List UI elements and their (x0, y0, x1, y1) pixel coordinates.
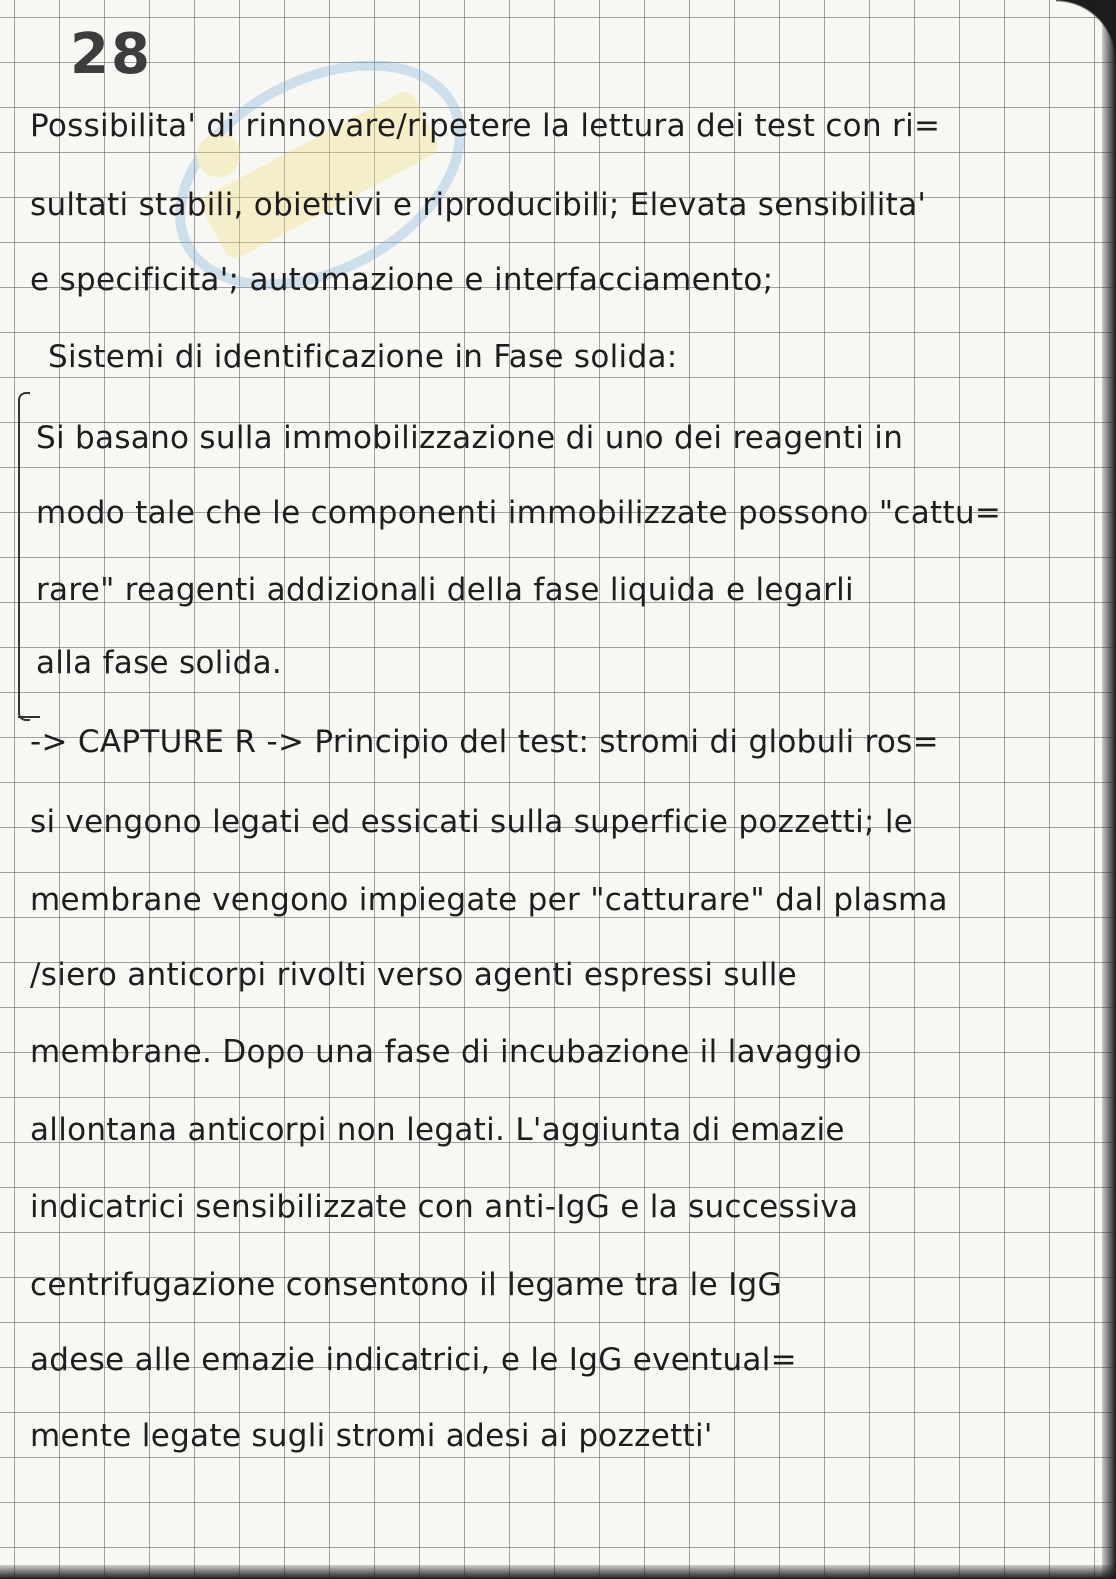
note-line: membrane vengono impiegate per "catturare" dal plasma (30, 882, 948, 918)
note-line: /siero anticorpi rivolti verso agenti espressi sulle (30, 957, 798, 993)
note-line: membrane. Dopo una fase di incubazione il lavaggio (30, 1034, 862, 1070)
note-line: adese alle emazie indicatrici, e le IgG eventual= (30, 1342, 797, 1378)
note-line: modo tale che le componenti immobilizzate possono "cattu= (36, 495, 1002, 531)
note-line: sultati stabili, obiettivi e riproducibili; Elevata sensibilita' (30, 187, 927, 223)
note-line: indicatrici sensibilizzate con anti-IgG e la successiva (30, 1189, 859, 1225)
note-line: Possibilita' di rinnovare/ripetere la lettura dei test con ri= (30, 108, 941, 144)
note-line: allontana anticorpi non legati. L'aggiunta di emazie (30, 1112, 845, 1148)
note-line: e specificita'; automazione e interfacciamento; (30, 262, 774, 298)
note-line: -> CAPTURE R -> Principio del test: stromi di globuli ros= (30, 724, 939, 760)
note-line: rare" reagenti addizionali della fase liquida e legarli (36, 572, 854, 608)
note-line: mente legate sugli stromi adesi ai pozzetti' (30, 1418, 713, 1454)
scan-edge-bottom (0, 1565, 1116, 1579)
note-line: centrifugazione consentono il legame tra le IgG (30, 1267, 782, 1303)
section-heading: Sistemi di identificazione in Fase solida: (48, 339, 678, 375)
scan-edge-right (1102, 0, 1116, 1579)
page-number: 28 (70, 22, 152, 87)
note-line: Si basano sulla immobilizzazione di uno dei reagenti in (36, 420, 904, 456)
note-line: si vengono legati ed essicati sulla superficie pozzetti; le (30, 804, 914, 840)
note-line: alla fase solida. (36, 645, 283, 681)
